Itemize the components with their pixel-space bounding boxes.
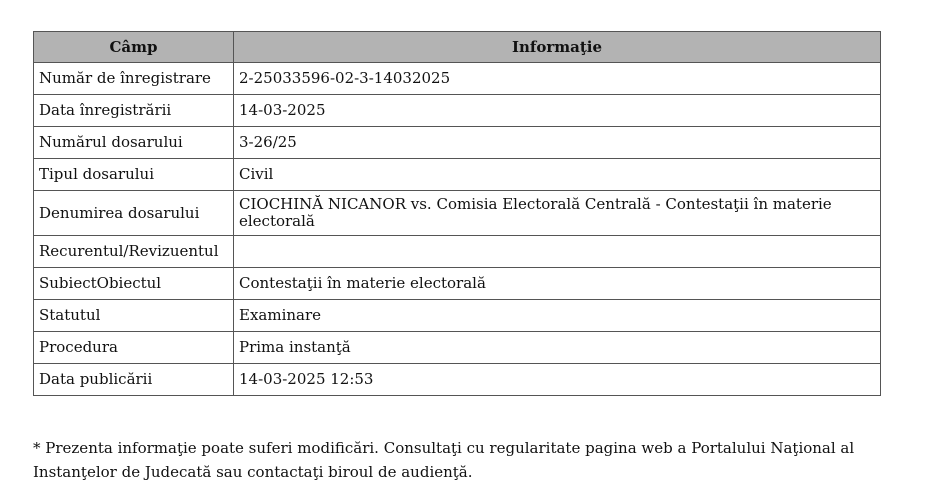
info-cell bbox=[234, 236, 881, 268]
info-cell: 2-25033596-02-3-14032025 bbox=[234, 63, 881, 95]
field-cell: Statutul bbox=[34, 300, 234, 332]
field-cell: Recurentul/Revizuentul bbox=[34, 236, 234, 268]
table-row bbox=[34, 268, 881, 300]
field-cell: Data publicării bbox=[34, 364, 234, 396]
table-row bbox=[34, 127, 881, 159]
table-row bbox=[34, 300, 881, 332]
info-cell: 14-03-2025 12:53 bbox=[234, 364, 881, 396]
info-cell: 14-03-2025 bbox=[234, 95, 881, 127]
table-row bbox=[34, 364, 881, 396]
disclaimer-footnote: * Prezenta informaţie poate suferi modificări. Consultaţi cu regularitate pagina web a Portalului Naţional al Instanţelor de Judecată sau contactaţi biroul de audienţă. bbox=[33, 439, 855, 481]
table-row bbox=[34, 236, 881, 268]
table-row bbox=[34, 159, 881, 191]
field-cell: Data înregistrării bbox=[34, 95, 234, 127]
field-cell: Tipul dosarului bbox=[34, 159, 234, 191]
info-cell: 3-26/25 bbox=[234, 127, 881, 159]
info-cell: Examinare bbox=[234, 300, 881, 332]
table-header-row bbox=[34, 32, 881, 63]
field-cell: Denumirea dosarului bbox=[34, 191, 234, 236]
field-cell: SubiectObiectul bbox=[34, 268, 234, 300]
field-cell: Număr de înregistrare bbox=[34, 63, 234, 95]
header-info: Informaţie bbox=[234, 32, 881, 63]
table-row bbox=[34, 95, 881, 127]
info-cell: Contestaţii în materie electorală bbox=[234, 268, 881, 300]
table-row bbox=[34, 63, 881, 95]
info-cell: CIOCHINĂ NICANOR vs. Comisia Electorală Centrală - Contestaţii în materie electorală bbox=[234, 191, 881, 236]
header-field: Câmp bbox=[34, 32, 234, 63]
field-cell: Procedura bbox=[34, 332, 234, 364]
field-cell: Numărul dosarului bbox=[34, 127, 234, 159]
info-cell: Prima instanţă bbox=[234, 332, 881, 364]
info-cell: Civil bbox=[234, 159, 881, 191]
case-info-table bbox=[33, 31, 881, 396]
table-row bbox=[34, 191, 881, 236]
table-row bbox=[34, 332, 881, 364]
